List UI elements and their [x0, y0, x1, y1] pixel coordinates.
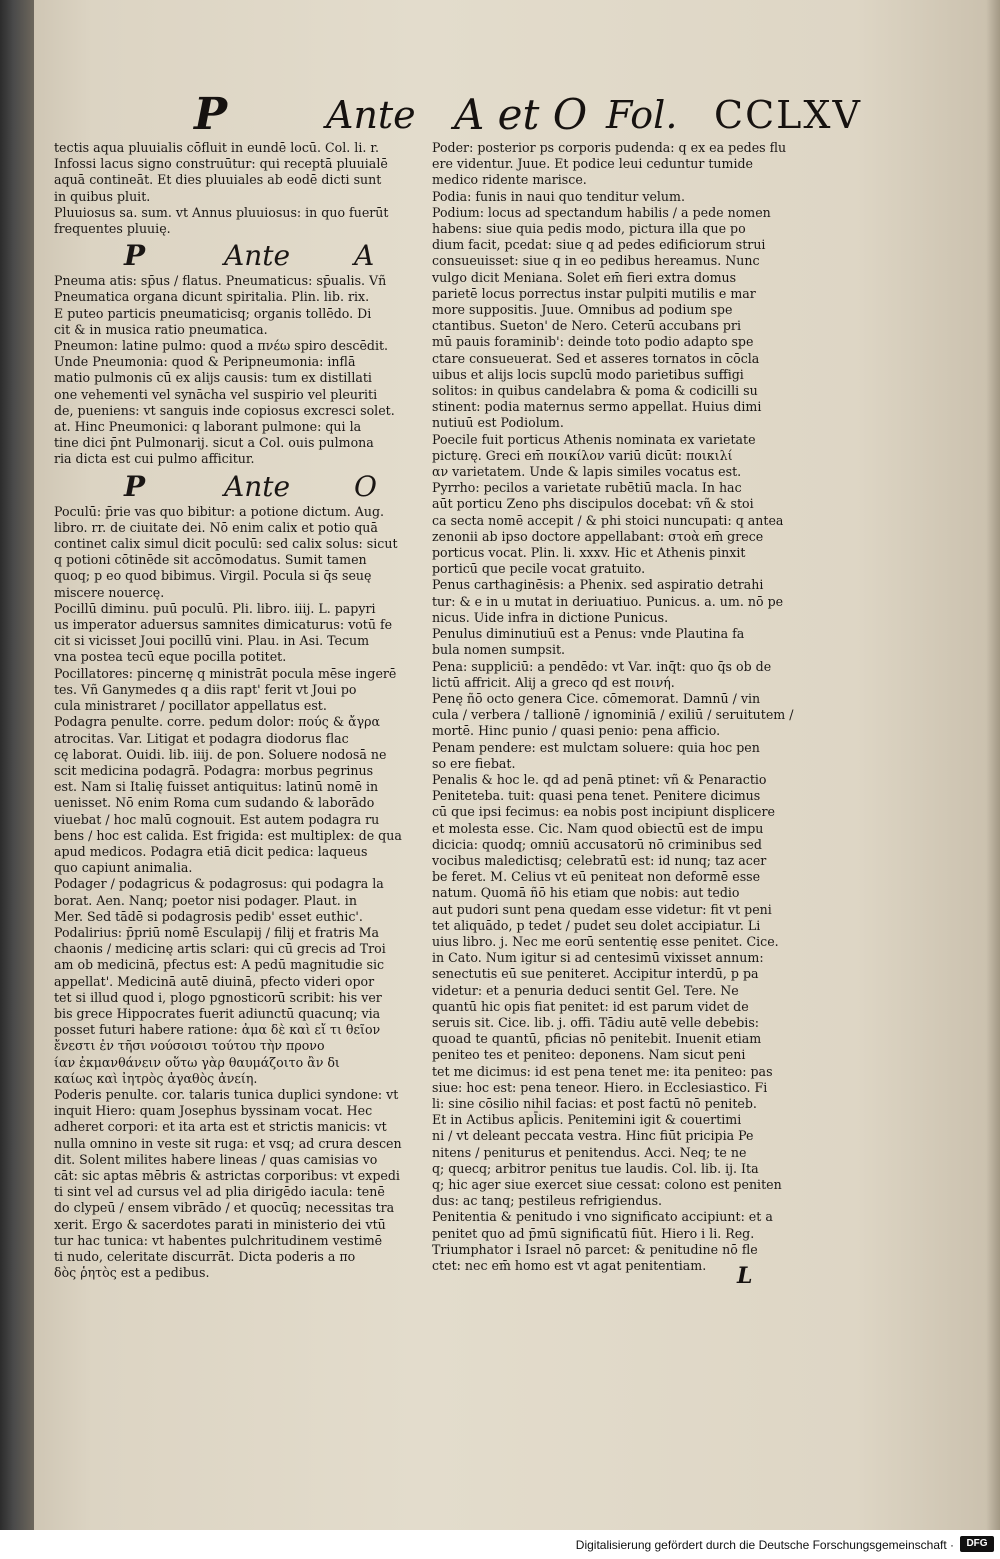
- text-line: ere videntur. Juue. Et podice leui ceduntur tumide: [432, 156, 754, 172]
- text-line: li: sine cōsilio nihil facias: et post factū nō peniteb.: [432, 1095, 757, 1111]
- text-line: cū que ipsi fecimus: ea nobis post incipiunt displicere: [432, 804, 775, 820]
- text-line: Pocillatores: pincernę q ministrāt pocula mēse ingerē: [54, 665, 397, 681]
- footer-text: Digitalisierung gefördert durch die Deutsche Forschungsgemeinschaft ·: [575, 1538, 954, 1552]
- text-line: in quibus pluit.: [54, 188, 151, 204]
- text-line: cula / verbera / tallionē / ignominiā / exiliū / seruitutem /: [432, 707, 794, 723]
- text-line: am ob medicinā, pfectus est: A pedū magnitudie sic: [54, 957, 385, 973]
- text-line: Poderis penulte. cor. talaris tunica duplici syndone: vt: [54, 1086, 399, 1102]
- header-ante: Ante: [326, 93, 416, 137]
- text-line: Poder: posterior ps corporis pudenda: q ex ea pedes flu: [432, 140, 787, 155]
- text-line: quoq; p eo quod bibimus. Virgil. Pocula si q̄s seuę: [54, 568, 372, 584]
- text-line: bula nomen sumpsit.: [432, 642, 566, 658]
- text-line: quo capiunt animalia.: [54, 860, 193, 876]
- left-block-2: [54, 273, 442, 467]
- text-line: Peniteteba. tuit: quasi pena tenet. Penitere dicimus: [432, 788, 761, 804]
- text-line: continet calix simul dicit poculū: sed calix solus: sicut: [54, 536, 398, 552]
- text-line: Pneumon: latine pulmo: quod a πνέω spiro descēdit.: [54, 338, 389, 354]
- text-line: porticus vocat. Plin. li. xxxv. Hic et Athenis pinxit: [432, 545, 746, 561]
- text-line: seruis sit. Cice. lib. j. offi. Tādiu autē velle debebis:: [432, 1014, 760, 1030]
- text-line: Pena: suppliciū: a pendēdo: vt Var. inq̄t: quo q̄s ob de: [432, 658, 772, 674]
- text-line: Pneumatica organa dicunt spiritalia. Plin. lib. rix.: [54, 289, 370, 305]
- text-line: ἔνεστι ἐν τῆσι νούσοισι τούτου τὴν προνο: [54, 1038, 325, 1054]
- header-letters: A et O: [454, 90, 588, 139]
- text-line: videtur: et a penuria deduci sentit Gel. Tere. Ne: [432, 982, 739, 998]
- text-line: so ere fiebat.: [432, 755, 516, 771]
- text-line: picturę. Greci em̄ ποικίλον variū dicūt: ποικιλί: [432, 447, 733, 463]
- text-line: viuebat / hoc malū cognouit. Est autem podagra ru: [54, 811, 380, 827]
- text-line: parietē locus porrectus instar pulpiti mutilis e mar: [432, 285, 756, 301]
- text-line: Penitentia & penitudo i vno significato accipiunt: et a: [432, 1209, 773, 1225]
- text-line: habens: siue quia pedis modo, pictura illa que po: [432, 221, 746, 237]
- text-line: ti sint vel ad cursus vel ad plia dirigēdo iacula: tenē: [54, 1184, 385, 1200]
- text-line: scit medicina podagrā. Podagra: morbus pegrinus: [54, 762, 374, 778]
- section-ante: Ante: [224, 469, 291, 503]
- text-line: tet si illud quod i, plogo pgnosticorū scribit: his ver: [54, 989, 382, 1005]
- text-line: Infossi lacus signo construūtur: qui receptā pluuialē: [54, 156, 388, 172]
- text-line: inquit Hiero: quam Josephus byssinam vocat. Hec: [54, 1103, 373, 1119]
- text-line: ca secta nomē accepit / & phi stoici nuncupati: q antea: [432, 512, 784, 528]
- header-fol: Fol.: [606, 93, 678, 137]
- text-line: Mer. Sed tādē si podagrosis pedib' esset euthic'.: [54, 908, 363, 924]
- text-line: quantū hic opis fiat penitet: id est parum videt de: [432, 998, 749, 1014]
- text-line: Pyrrho: pecilos a varietate rubētiū macla. In hac: [432, 480, 742, 496]
- section-letter: P: [124, 239, 146, 273]
- text-line: dit. Solent milites habere lineas / quas camisias vo: [54, 1151, 378, 1167]
- text-line: uibus et alijs locis supclū modo parietibus suffigi: [432, 366, 744, 382]
- text-line: tet aliquādo, p tedet / pudet seu dolet accipiatur. Li: [432, 917, 761, 933]
- text-line: tur hac tunica: vt habentes pulchritudinem vestimē: [54, 1232, 383, 1248]
- text-line: at. Hinc Pneumonici: q laborant pulmone: qui la: [54, 419, 362, 435]
- text-line: dium facit, pcedat: siue q ad pedes edificiorum strui: [432, 237, 766, 253]
- section-second-letter: O: [354, 469, 377, 503]
- text-line: lictū affricit. Alij a greco qd est ποινή.: [432, 674, 675, 690]
- text-line: matio pulmonis cū ex alijs causis: tum ex distillati: [54, 370, 372, 386]
- text-line: tine dici p̄nt Pulmonarij. sicut a Col. ouis pulmona: [54, 435, 374, 451]
- text-line: solitos: in quibus candelabra & poma & codicilli su: [432, 383, 758, 399]
- text-line: Podia: funis in naui quo tenditur velum.: [432, 188, 685, 204]
- text-line: cit si vicisset Joui pocillū vini. Plau. in Asi. Tecum: [54, 633, 370, 649]
- text-line: dicicia: quodq; omniū accusatorū nō criminibus sed: [432, 836, 762, 852]
- text-line: E puteo particis pneumaticisq; organis tollēdo. Di: [54, 305, 372, 321]
- text-line: ctantibus. Sueton' de Nero. Ceterū accubans pri: [432, 318, 741, 334]
- text-line: ctet: nec em̄ homo est vt agat penitentiam.: [432, 1258, 707, 1274]
- text-line: consueuisset: siue q in eo pedibus hereamus. Nunc: [432, 253, 760, 269]
- text-line: mū pauis foraminib': deinde toto podio adapto spe: [432, 334, 754, 350]
- text-line: Poculū: p̄rie vas quo bibitur: a potione dictum. Aug.: [54, 503, 385, 519]
- left-block-3: [54, 504, 442, 1282]
- text-line: Poecile fuit porticus Athenis nominata ex varietate: [432, 431, 756, 447]
- text-line: aut pudori sunt pena quedam esse videtur: fit vt peni: [432, 901, 772, 917]
- text-line: q; quecq; arbitror penitus tue laudis. Col. lib. ij. Ita: [432, 1160, 759, 1176]
- text-line: ctare consueuerat. Sed et asseres tornatos in cōcla: [432, 350, 760, 366]
- text-line: vocibus maledictisq; celebratū est: id nunq; taz acer: [432, 852, 767, 868]
- text-line: Penus carthaginēsis: a Phenix. sed aspiratio detrahi: [432, 577, 764, 593]
- text-line: ίαν ἐκμανθάνειν οὕτω γὰρ θαυμάζοιτο ἂν δι: [54, 1054, 340, 1070]
- text-line: us imperator aduersus samnites dimicaturus: votū fe: [54, 617, 393, 633]
- text-line: Pluuiosus sa. sum. vt Annus pluuiosus: in quo fuerūt: [54, 204, 389, 220]
- text-line: adheret corpori: et ita arta est et strictis manicis: vt: [54, 1119, 387, 1135]
- text-line: est. Nam si Italię fuisset antiquitus: latinū nomē in: [54, 779, 379, 795]
- text-line: Podager / podagricus & podagrosus: qui podagra la: [54, 876, 384, 892]
- page-edge-shadow: [986, 0, 1000, 1530]
- text-line: δὸς ῥητὸς est a pedibus.: [54, 1265, 210, 1281]
- text-line: quoad te quantū, pficias nō penitebit. Inuenit etiam: [432, 1031, 762, 1047]
- text-line: q potioni cōtinēde sit accōmodatus. Sumit tamen: [54, 552, 367, 568]
- text-line: siue: hoc est: pena teneor. Hiero. in Ecclesiastico. Fi: [432, 1079, 768, 1095]
- text-line: borat. Aen. Nanq; poetor nisi podager. Plaut. in: [54, 892, 357, 908]
- text-line: ria dicta est cui pulmo afficitur.: [54, 451, 255, 467]
- book-page: [34, 0, 1000, 1530]
- text-line: q; hic ager siue exercet siue cessat: colono est peniten: [432, 1177, 782, 1192]
- left-column: [54, 140, 442, 1281]
- text-line: aūt porticu Zeno phs discipulos docebat: vñ & stoi: [432, 496, 754, 512]
- text-line: apud medicos. Podagra etiā dicit pedica: laqueus: [54, 843, 368, 859]
- section-heading-p-ante-a: [54, 241, 442, 271]
- text-line: bis grece Hippocrates fuerit adiunctū quacunq; via: [54, 1005, 381, 1021]
- dfg-logo: DFG: [960, 1536, 994, 1552]
- text-line: senectutis eū sue peniteret. Accipitur interdū, p pa: [432, 966, 759, 982]
- text-line: libro. rr. de ciuitate dei. Nō enim calix et potio quā: [54, 519, 378, 535]
- section-second-letter: A: [354, 239, 375, 273]
- text-line: tes. Vñ Ganymedes q a diis rapt' ferit vt Joui po: [54, 681, 357, 697]
- left-block-1: [54, 140, 442, 237]
- text-line: penitet quo ad p̄mū significatū fiūt. Hiero i li. Reg.: [432, 1225, 755, 1241]
- text-line: tectis aqua pluuialis cōfluit in eundē locū. Col. li. r.: [54, 140, 379, 155]
- text-line: do clypeū / ensem vibrādo / et quocūq; necessitas tra: [54, 1200, 395, 1216]
- right-block-1: [432, 140, 824, 1274]
- text-line: vulgo dicit Meniana. Solet em̄ fieri extra domus: [432, 269, 737, 285]
- text-line: ni / vt deleant peccata vestra. Hinc fiūt pricipia Pe: [432, 1128, 754, 1144]
- text-line: porticū que pecile vocat gratuito.: [432, 561, 646, 577]
- text-line: de, pueniens: vt sanguis inde copiosus excresci solet.: [54, 402, 395, 418]
- section-ante: Ante: [224, 239, 291, 273]
- text-line: be feret. M. Celius vt eū peniteat non deformē esse: [432, 869, 761, 885]
- text-line: cāt: sic aptas mēbris & astrictas corporibus: vt expedi: [54, 1167, 400, 1183]
- text-line: uius libro. j. Nec me eorū sententię esse penitet. Cice.: [432, 933, 779, 949]
- book-gutter: [0, 0, 34, 1530]
- text-line: ti nudo, celeritate discurrāt. Dicta poderis a πο: [54, 1249, 356, 1264]
- folio-number: CCLXV: [714, 93, 862, 137]
- text-line: Unde Pneumonia: quod & Peripneumonia: inflā: [54, 354, 356, 370]
- text-line: nicus. Uide infra in dictione Punicus.: [432, 609, 669, 625]
- text-line: xerit. Ergo & sacerdotes parati in ministerio dei vtū: [54, 1216, 386, 1232]
- text-line: medico ridente marisce.: [432, 172, 587, 188]
- text-line: uenisset. Nō enim Roma cum sudando & laborādo: [54, 795, 375, 811]
- text-line: Et in Actibus apl̄icis. Penitemini igit & couertimi: [432, 1112, 742, 1128]
- text-line: tet me dicimus: id est pena tenet me: ita peniteo: pas: [432, 1063, 773, 1079]
- text-line: bens / hoc est calida. Est frigida: est multiplex: de qua: [54, 827, 402, 843]
- text-line: more suppositis. Juue. Omnibus ad podium spe: [432, 302, 733, 318]
- text-line: atrocitas. Var. Litigat et podagra diodorus flac: [54, 730, 349, 746]
- text-line: nitens / peniturus et penitendus. Acci. Neq; te ne: [432, 1144, 747, 1160]
- text-line: αν varietatem. Unde & lapis similes vocatus est.: [432, 464, 742, 480]
- header-letter: P: [194, 89, 228, 140]
- text-line: Podagra penulte. corre. pedum dolor: πούς & ἄγρα: [54, 714, 381, 730]
- text-line: mortē. Hinc punio / quasi penio: pena afficio.: [432, 723, 721, 739]
- text-line: nulla omnino in veste sit ruga: et vsq; ad crura descen: [54, 1135, 402, 1151]
- text-line: cula ministraret / pocillator appellatus est.: [54, 698, 327, 714]
- right-column: [432, 140, 824, 1274]
- text-line: appellat'. Medicinā autē diuinā, pfecto videri opor: [54, 973, 375, 989]
- text-line: Pocillū diminu. puū poculū. Pli. libro. iiij. L. papyri: [54, 600, 376, 616]
- text-line: Penam pendere: est mulctam soluere: quia hoc pen: [432, 739, 760, 755]
- text-line: aquā contineāt. Et dies pluuiales ab eodē dicti sunt: [54, 172, 382, 188]
- text-line: dus: ac tanq; pestileus refrigiendus.: [432, 1193, 663, 1209]
- text-line: frequentes pluuię.: [54, 221, 171, 237]
- text-line: miscere nouercę.: [54, 584, 165, 600]
- text-line: Podium: locus ad spectandum habilis / a pede nomen: [432, 204, 771, 220]
- text-line: Podalirius: p̄priū nomē Esculapij / filij et fratris Ma: [54, 924, 380, 940]
- text-line: one vehementi vel synācha vel suspirio vel pleuriti: [54, 386, 378, 402]
- section-letter: P: [124, 469, 146, 503]
- text-line: stinent: podia maternus sermo appellat. Huius dimi: [432, 399, 762, 415]
- text-line: zenonii ab ipso doctore appellabant: στοὰ em̄ grece: [432, 528, 764, 544]
- text-line: cę laborat. Ouidi. lib. iiij. de pon. Soluere nodosā ne: [54, 746, 387, 762]
- text-line: in Cato. Num igitur si ad centesimū vixisset annum:: [432, 950, 764, 966]
- text-line: Penę ñō octo genera Cice. cōmemorat. Damnū / vin: [432, 690, 761, 706]
- text-line: Pneuma atis: sp̄us / flatus. Pneumaticus: sp̄ualis. Vñ: [54, 273, 387, 289]
- section-heading-p-ante-o: [54, 469, 442, 503]
- text-line: Triumphator i Israel nō parcet: & penitudine nō fle: [432, 1241, 758, 1257]
- text-line: peniteo tes et peniteo: deponens. Nam sicut peni: [432, 1047, 746, 1063]
- text-line: posset futuri habere ratione: ἀμα δὲ καὶ εἴ τι θεῖον: [54, 1022, 381, 1038]
- text-line: Penulus diminutiuū est a Penus: vnde Plautina fa: [432, 626, 745, 642]
- digitization-footer: [0, 1530, 1000, 1559]
- text-line: vna postea tecū eque pocilla potitet.: [54, 649, 287, 665]
- text-line: Penalis & hoc le. qd ad penā ptinet: vñ & Penaractio: [432, 771, 767, 787]
- text-line: καίως καὶ ἰητρὸς ἀγαθὸς ἀνείη.: [54, 1070, 258, 1086]
- signature-mark: L: [737, 1263, 753, 1289]
- text-line: chaonis / medicinę artis sclari: qui cū grecis ad Troi: [54, 941, 386, 957]
- text-line: et molesta esse. Cic. Nam quod obiectū est de impu: [432, 820, 764, 836]
- text-line: nutiuū est Podiolum.: [432, 415, 564, 431]
- text-line: tur: & e in u mutat in deriuatiuo. Punicus. a. um. nō pe: [432, 593, 784, 609]
- text-line: natum. Quomā ñō his etiam que nobis: aut tedio: [432, 885, 740, 901]
- text-line: cit & in musica ratio pneumatica.: [54, 321, 268, 337]
